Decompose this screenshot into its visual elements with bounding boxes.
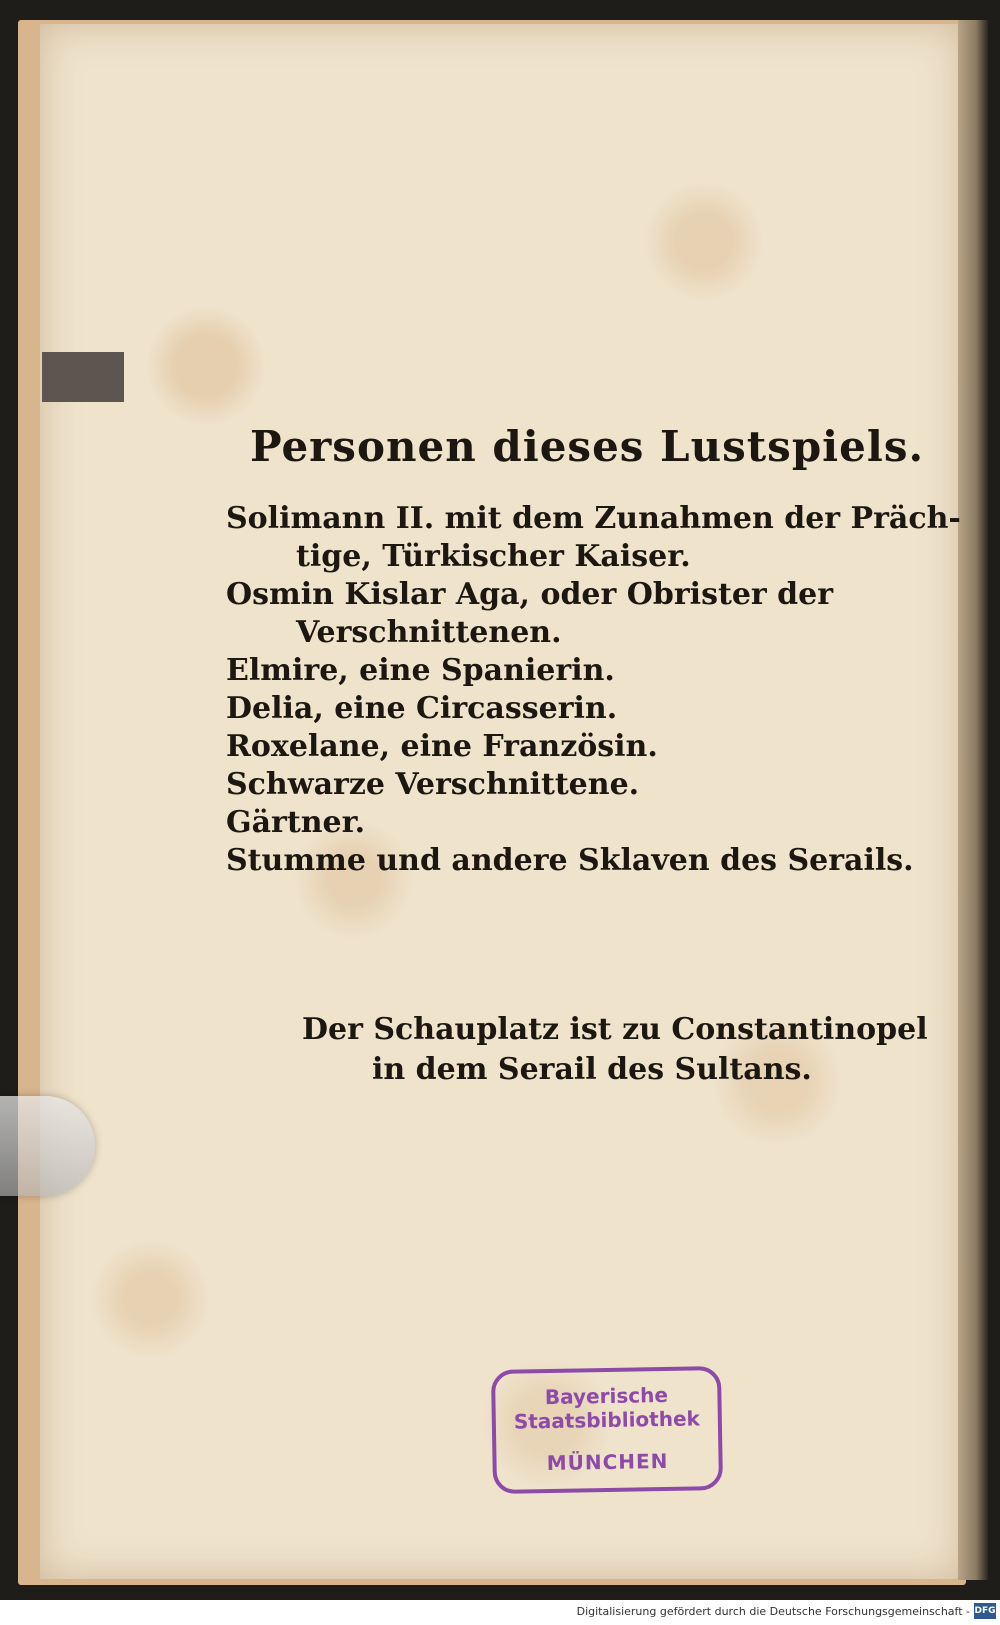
cast-line: Stumme und andere Sklaven des Serails. (226, 843, 914, 878)
setting-line: in dem Serail des Sultans. (372, 1052, 812, 1087)
setting-line: Der Schauplatz ist zu Constantinopel (302, 1012, 928, 1047)
cast-line: tige, Türkischer Kaiser. (296, 539, 691, 574)
stamp-line: Staatsbibliothek (513, 1406, 701, 1434)
cast-line: Osmin Kislar Aga, oder Obrister der (226, 577, 834, 612)
library-stamp (491, 1366, 723, 1494)
page-heading: Personen dieses Lustspiels. (250, 422, 925, 471)
cast-line: Solimann II. mit dem Zunahmen der Präch- (226, 501, 961, 536)
cast-line: Verschnittenen. (296, 615, 562, 650)
cast-line: Gärtner. (226, 805, 366, 840)
footer-credit: Digitalisierung gefördert durch die Deutsche Forschungsgemeinschaft - (576, 1605, 970, 1618)
cast-line: Roxelane, eine Französin. (226, 729, 658, 764)
cast-line: Schwarze Verschnittene. (226, 767, 640, 802)
dfg-logo: DFG (974, 1603, 996, 1619)
stamp-line: MÜNCHEN (546, 1448, 669, 1476)
cast-line: Elmire, eine Spanierin. (226, 653, 615, 688)
cast-line: Delia, eine Circasserin. (226, 691, 618, 726)
stamp-line: Bayerische (544, 1382, 669, 1410)
